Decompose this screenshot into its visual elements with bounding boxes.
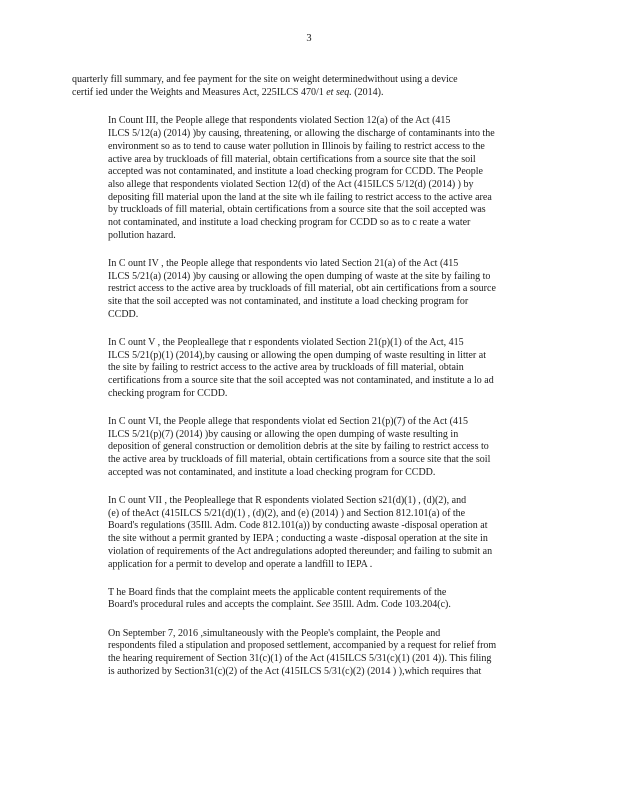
text-line: accepted was not contaminated, and institute a load checking program for CCDD. The People: [108, 166, 483, 178]
text-line: In C ount VII , the Peopleallege that R espondents violated Section s21(d)(1) , (d)(2), and: [108, 494, 467, 506]
text-line: is authorized by Section31(c)(2) of the Act (415ILCS 5/31(c)(2) (2014 ) ),which requires that: [108, 665, 482, 677]
text-line: On September 7, 2016 ,simultaneously with the People's complaint, the People and: [108, 627, 441, 639]
text-line: respondents filed a stipulation and proposed settlement, accompanied by a request for relief from: [108, 640, 497, 652]
paragraph: [72, 337, 534, 401]
text-line: pollution hazard.: [108, 229, 176, 241]
text-line: ILCS 5/21(p)(7) (2014) )by causing or allowing the open dumping of waste resulting in: [108, 428, 459, 440]
paragraph: [72, 258, 534, 322]
text-line: In C ount VI, the People allege that respondents violat ed Section 21(p)(7) of the Act (415: [108, 415, 469, 427]
text-line: accepted was not contaminated, and institute a load checking program for CCDD.: [108, 466, 436, 478]
paragraph: [72, 74, 534, 99]
text-line: Board's procedural rules and accepts the complaint. See 35Ill. Adm. Code 103.204(c).: [108, 599, 451, 611]
text-line: the site without a permit granted by IEPA ; conducting a waste -disposal operation at the site in: [108, 533, 488, 545]
text-line: site that the soil accepted was not contaminated, and institute a load checking program for: [108, 296, 469, 308]
text-line: (e) of theAct (415ILCS 5/21(d)(1) , (d)(2), and (e) (2014) ) and Section 812.101(a) of the: [108, 507, 466, 519]
text-line: Board's regulations (35Ill. Adm. Code 812.101(a)) by conducting awaste -disposal operation at: [108, 520, 488, 532]
paragraph: [72, 587, 534, 612]
text-line: In Count III, the People allege that respondents violated Section 12(a) of the Act (415: [108, 115, 451, 127]
paragraph: [72, 115, 534, 242]
text-line: also allege that respondents violated Section 12(d) of the Act (415ILCS 5/12(d) (2014) ) by: [108, 178, 474, 190]
text-line: ILCS 5/12(a) (2014) )by causing, threatening, or allowing the discharge of contaminants into the: [108, 128, 495, 140]
text-line: environment so as to tend to cause water pollution in Illinois by failing to restrict access to the: [108, 140, 485, 152]
text-line: depositing fill material upon the land at the site wh ile failing to restrict access to the active area: [108, 191, 492, 203]
text-line: the hearing requirement of Section 31(c)(1) of the Act (415ILCS 5/31(c)(1) (201 4)). This filing: [108, 653, 492, 665]
text-line: quarterly fill summary, and fee payment for the site on weight determinedwithout using a device: [72, 74, 458, 85]
text-line: not contaminated, and institute a load checking program for CCDD so as to c reate a water: [108, 217, 471, 229]
text-line: certif ied under the Weights and Measures Act, 225ILCS 470/1 et seq. (2014).: [72, 86, 384, 98]
text-line: violation of requirements of the Act andregulations adopted thereunder; and failing to submit an: [108, 545, 493, 557]
text-line: deposition of general construction or demolition debris at the site by failing to restrict access to: [108, 441, 489, 453]
paragraph: [72, 416, 534, 480]
paragraph: [72, 628, 534, 679]
text-line: In C ount IV , the People allege that respondents vio lated Section 21(a) of the Act (415: [108, 257, 459, 269]
text-line: the active area by truckloads of fill material, obtain certifications from a source site that the soil: [108, 454, 491, 466]
paragraph: [72, 495, 534, 571]
text-line: ILCS 5/21(a) (2014) )by causing or allowing the open dumping of waste at the site by failing to: [108, 270, 491, 282]
text-line: by truckloads of fill material, obtain certifications from a source site that the soil accepted was: [108, 204, 486, 216]
page-number: 3: [306, 33, 312, 44]
document-body: [72, 74, 534, 694]
text-line: restrict access to the active area by truckloads of fill material, obt ain certifications from a source: [108, 283, 496, 295]
text-line: CCDD.: [108, 308, 139, 320]
text-line: ILCS 5/21(p)(1) (2014),by causing or allowing the open dumping of waste resulting in litter at: [108, 349, 486, 361]
text-line: active area by truckloads of fill material, obtain certifications from a source site that the soil: [108, 153, 476, 165]
text-line: the site by failing to restrict access to the active area by truckloads of fill material, obtain: [108, 362, 464, 374]
text-line: T he Board finds that the complaint meets the applicable content requirements of the: [108, 586, 447, 598]
text-line: application for a permit to develop and operate a landfill to IEPA .: [108, 558, 373, 570]
text-line: checking program for CCDD.: [108, 387, 228, 399]
text-line: certifications from a source site that the soil accepted was not contaminated, and institute a lo ad: [108, 375, 494, 387]
text-line: In C ount V , the Peopleallege that r espondents violated Section 21(p)(1) of the Act, 415: [108, 336, 464, 348]
